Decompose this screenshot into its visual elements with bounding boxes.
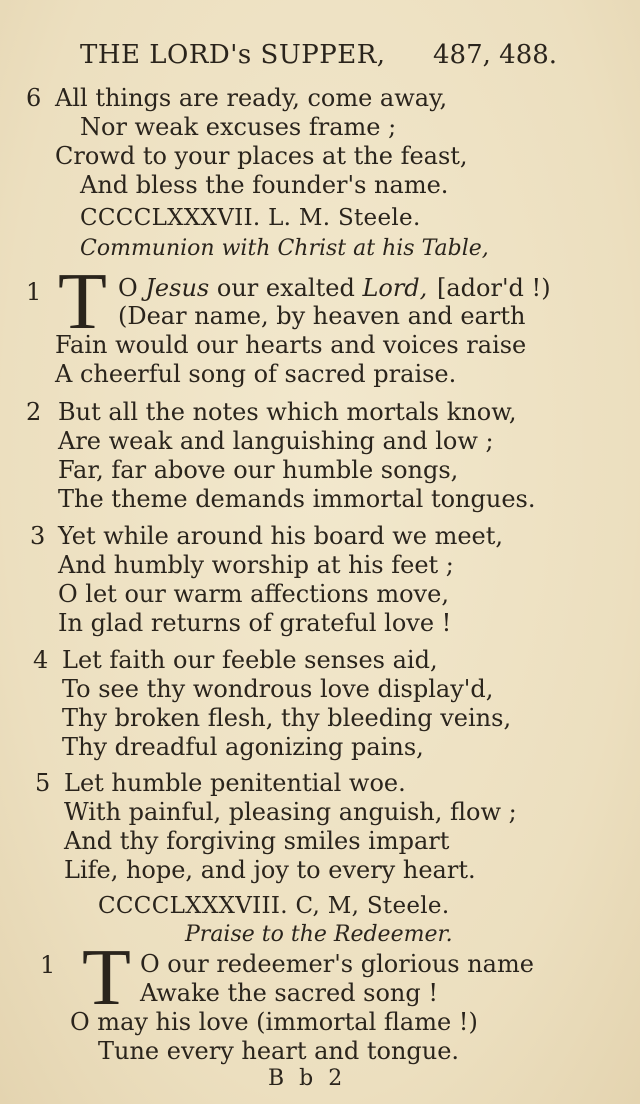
verse-line: A cheerful song of sacred praise. [55, 360, 457, 388]
stanza-number: 6 [26, 84, 42, 112]
signature-mark: B b 2 [268, 1066, 347, 1091]
verse-line: But all the notes which mortals know, [58, 398, 517, 426]
verse-line: Awake the sacred song ! [140, 979, 439, 1007]
verse-line: O our redeemer's glorious name [140, 950, 534, 978]
stanza-number: 3 [30, 522, 46, 550]
verse-line: With painful, pleasing anguish, flow ; [64, 798, 517, 826]
drop-cap: T [82, 934, 131, 1022]
hymn-subtitle: Praise to the Redeemer. [185, 922, 453, 947]
hymn-title: CCCCLXXXVII. L. M. Steele. [80, 205, 421, 231]
verse-line: Yet while around his board we meet, [58, 522, 504, 550]
stanza-number: 1 [26, 278, 42, 306]
page-numbers: 487, 488. [433, 40, 558, 70]
verse-line: (Dear name, by heaven and earth [118, 302, 526, 330]
verse-line: Crowd to your places at the feast, [55, 142, 468, 170]
verse-line: And thy forgiving smiles impart [64, 827, 450, 855]
verse-line: All things are ready, come away, [55, 84, 448, 112]
verse-line: Let faith our feeble senses aid, [62, 646, 438, 674]
hymn-subtitle: Communion with Christ at his Table, [80, 236, 489, 261]
verse-line: Let humble penitential woe. [64, 769, 406, 797]
verse-line: Tune every heart and tongue. [98, 1037, 460, 1065]
verse-line: The theme demands immortal tongues. [58, 485, 536, 513]
stanza-number: 4 [33, 646, 49, 674]
verse-line: In glad returns of grateful love ! [58, 609, 452, 637]
stanza-number: 5 [35, 769, 51, 797]
verse-line: O let our warm affections move, [58, 580, 449, 608]
verse-line-turnover: [ador'd !) [437, 274, 551, 302]
verse-line: Are weak and languishing and low ; [58, 427, 494, 455]
verse-line: And humbly worship at his feet ; [58, 551, 454, 579]
drop-cap: T [58, 258, 107, 346]
running-header-title: THE LORD's SUPPER, [80, 40, 386, 70]
stanza-number: 2 [26, 398, 42, 426]
verse-line: Far, far above our humble songs, [58, 456, 459, 484]
verse-line: To see thy wondrous love display'd, [62, 675, 494, 703]
verse-line: Thy dreadful agonizing pains, [62, 733, 424, 761]
verse-line: O Jesus our exalted Lord, [118, 274, 428, 302]
verse-line: And bless the founder's name. [80, 171, 449, 199]
verse-line: Nor weak excuses frame ; [80, 113, 397, 141]
verse-line: Thy broken flesh, thy bleeding veins, [62, 704, 512, 732]
hymn-title: CCCCLXXXVIII. C, M, Steele. [98, 893, 450, 919]
verse-line: Life, hope, and joy to every heart. [64, 856, 476, 884]
verse-line: Fain would our hearts and voices raise [55, 331, 527, 359]
stanza-number: 1 [40, 951, 56, 979]
verse-line: O may his love (immortal flame !) [70, 1008, 478, 1036]
